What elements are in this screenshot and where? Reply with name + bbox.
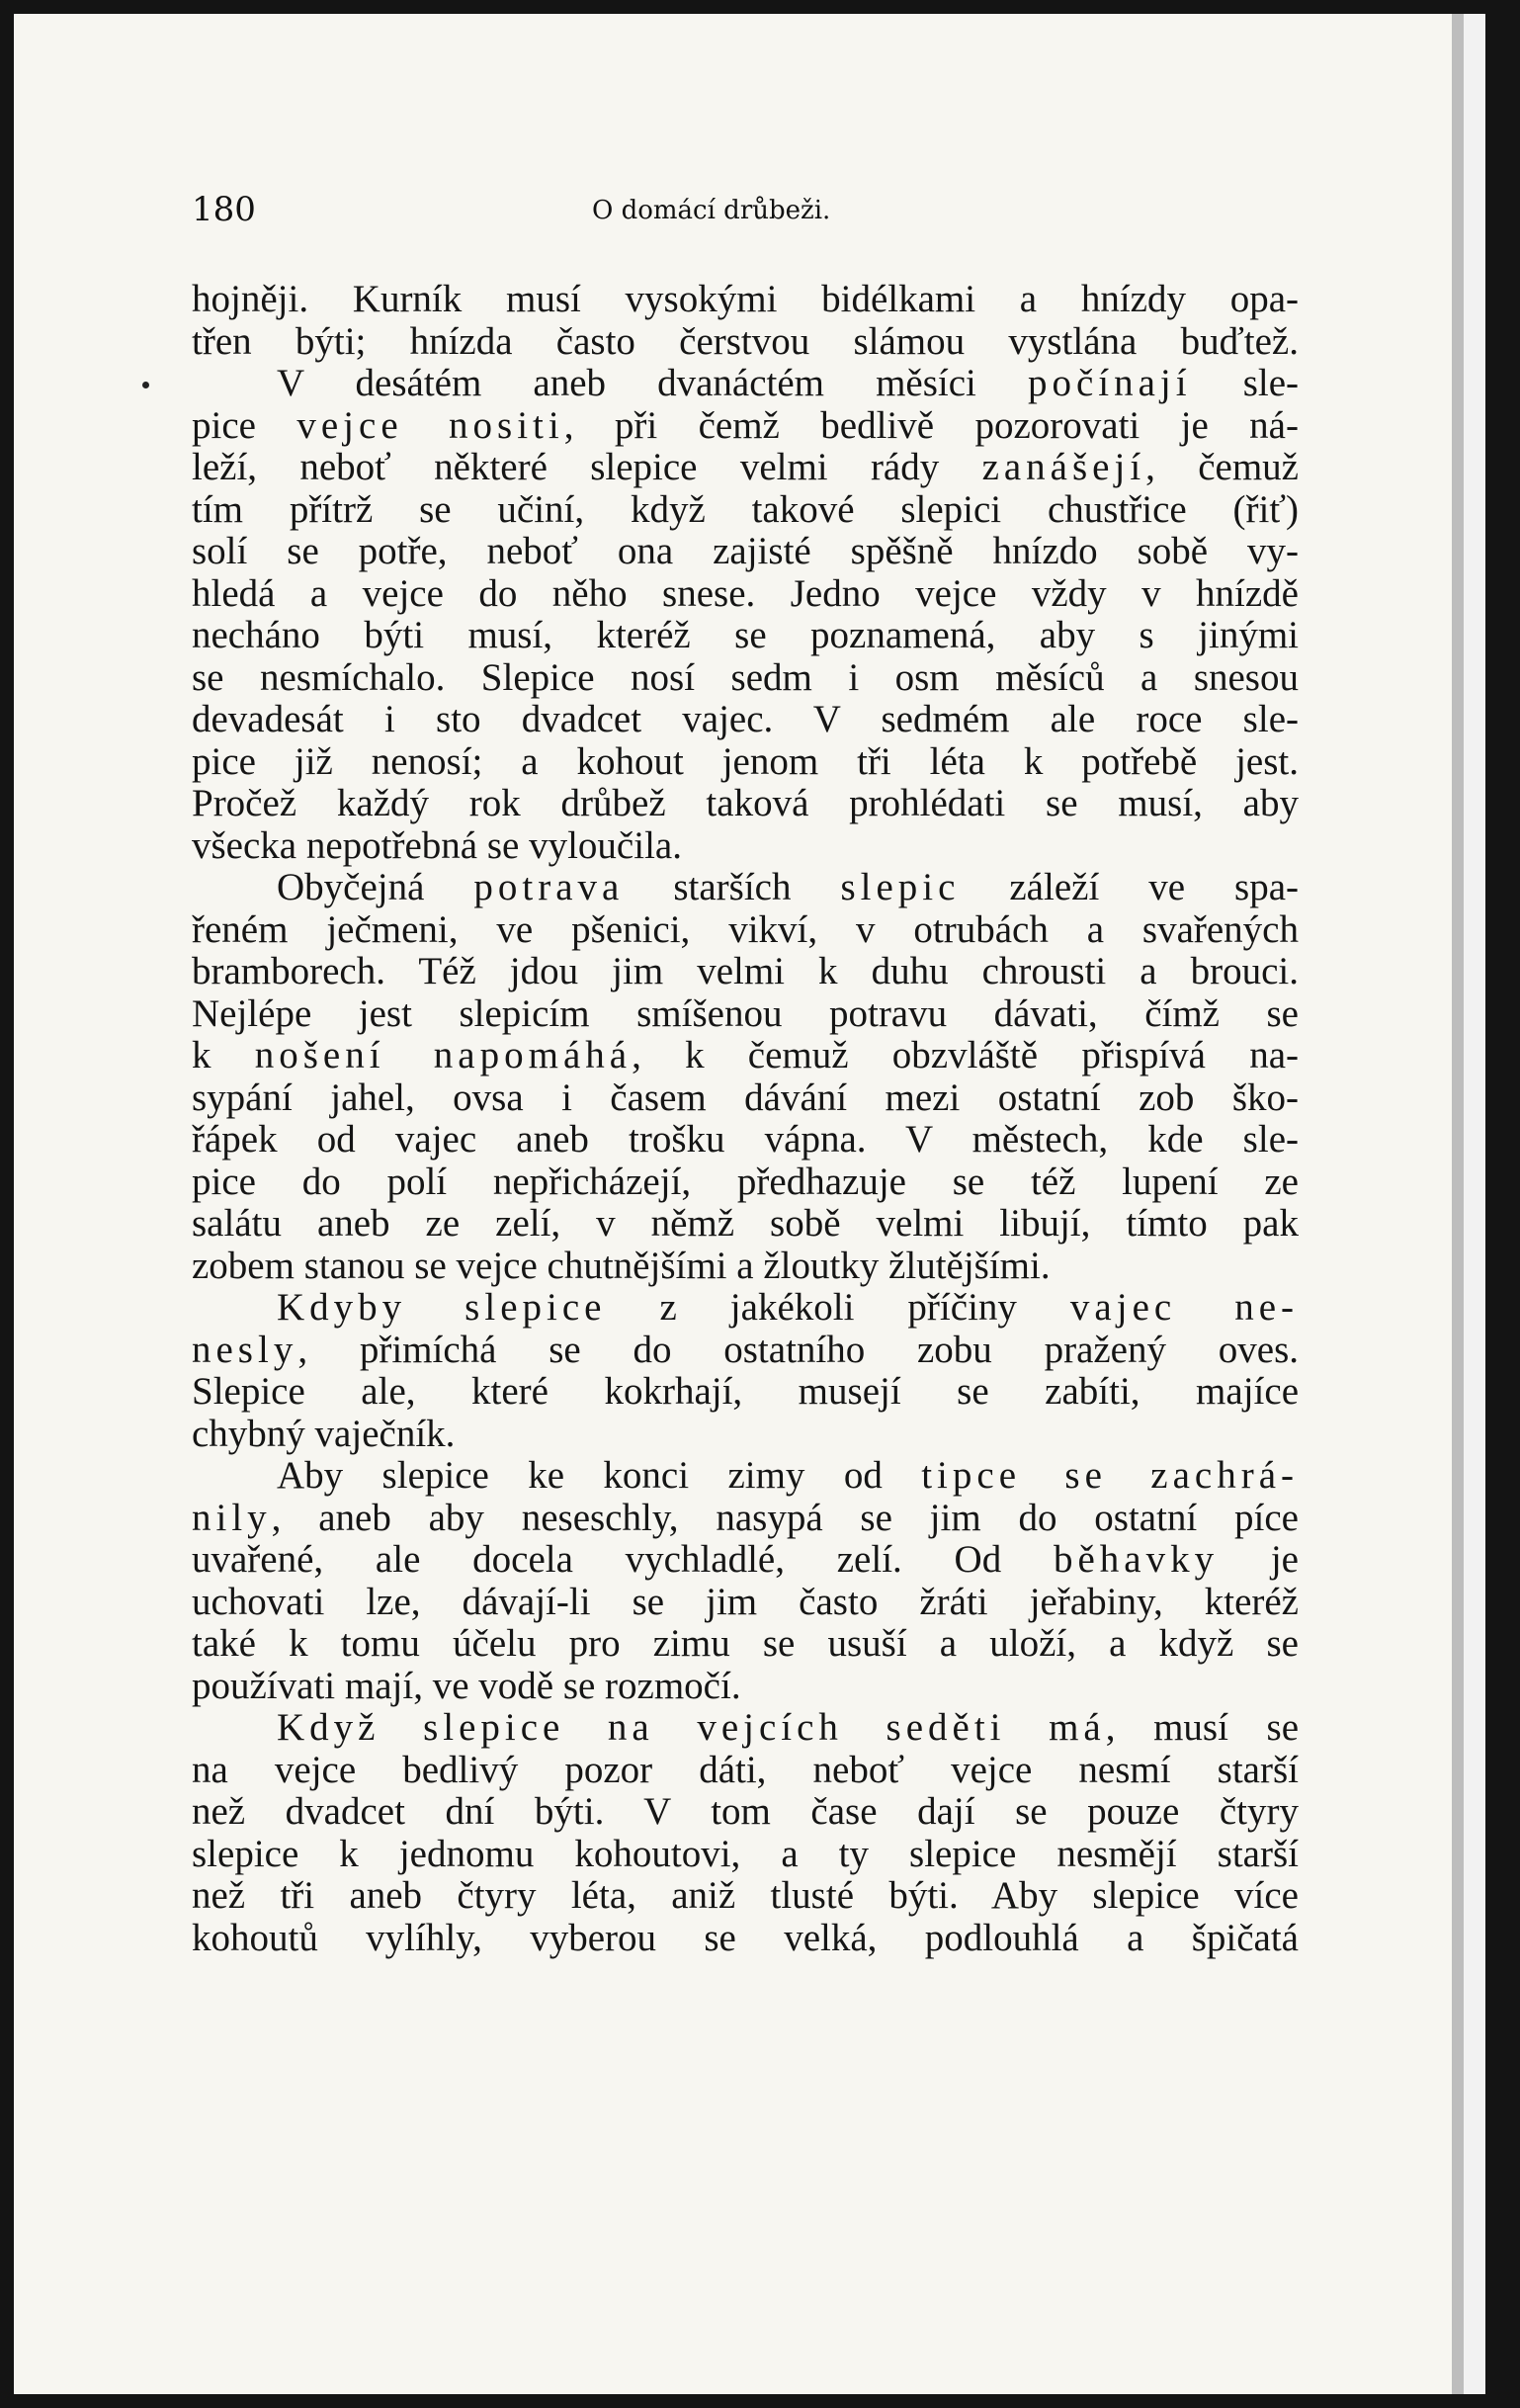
text-line: [192, 1246, 1299, 1288]
text-line: [192, 909, 1299, 952]
text-segment: slepice k jednomu kohoutovi, a ty slepice nesmějí starší: [192, 1832, 1299, 1875]
text-line: [192, 1666, 1299, 1708]
text-line: [192, 1161, 1299, 1204]
text-segment: tipce se zachrá-: [921, 1454, 1299, 1497]
text-line: [192, 1455, 1299, 1498]
text-segment: , aneb aby neseschly, nasypá se jim do ostatní píce: [271, 1496, 1299, 1539]
text-line: [192, 1582, 1299, 1624]
text-segment: se nesmíchalo. Slepice nosí sedm i osm měsíců a snesou: [192, 655, 1299, 699]
scan-edge-bar: [1452, 14, 1464, 2394]
text-line: [192, 993, 1299, 1036]
text-segment: , čemuž: [1145, 446, 1299, 488]
text-segment: necháno býti musí, kteréž se poznamená, aby s jinými: [192, 614, 1299, 656]
text-segment: používati mají, ve vodě se rozmočí.: [192, 1664, 741, 1707]
text-line: [192, 867, 1299, 909]
text-segment: k: [192, 1034, 255, 1076]
text-segment: Aby slepice ke konci zimy od: [277, 1454, 922, 1497]
text-line: [192, 657, 1299, 700]
text-segment: nily: [192, 1496, 272, 1539]
scan-edge-gap: [1464, 14, 1485, 2394]
text-segment: uchovati lze, dávají-li se jim často žráti jeřabiny, kteréž: [192, 1580, 1299, 1623]
text-segment: devadesát i sto dvadcet vajec. V sedmém ale roce sle-: [192, 698, 1299, 740]
text-line: [192, 531, 1299, 573]
text-segment: slepic: [840, 866, 961, 908]
text-line: [192, 363, 1299, 405]
text-segment: Kdyby slepice: [277, 1286, 607, 1329]
text-line: [192, 1035, 1299, 1077]
text-line: [192, 1203, 1299, 1246]
text-segment: počínají: [1027, 362, 1192, 404]
text-line: [192, 1330, 1299, 1372]
text-line: [192, 783, 1299, 825]
text-segment: z jakékoli příčiny: [606, 1286, 1070, 1329]
text-line: [192, 1834, 1299, 1876]
text-line: [192, 1707, 1299, 1750]
text-line: [192, 615, 1299, 657]
text-line: [192, 1875, 1299, 1918]
text-segment: Nejlépe jest slepicím smíšenou potravu dávati, čímž se: [192, 991, 1299, 1035]
text-line: [192, 1539, 1299, 1582]
text-line: [192, 825, 1299, 868]
text-segment: hojněji. Kurník musí vysokými bidélkami a hnízdy opa-: [192, 278, 1299, 320]
text-segment: také k tomu účelu pro zimu se usuší a uloží, a když se: [192, 1622, 1299, 1665]
text-segment: všecka nepotřebná se vyloučila.: [192, 823, 682, 867]
page-number: 180: [192, 190, 256, 229]
text-segment: chybný vaječník.: [192, 1412, 456, 1455]
text-line: [192, 405, 1299, 448]
text-line: [192, 1287, 1299, 1330]
text-line: [192, 1791, 1299, 1834]
text-segment: salátu aneb ze zelí, v němž sobě velmi libují, tímto pak: [192, 1202, 1299, 1245]
text-segment: sypání jahel, ovsa i časem dávání mezi ostatní zob ško-: [192, 1075, 1299, 1119]
text-line: [192, 321, 1299, 364]
text-segment: starších: [624, 866, 841, 908]
text-segment: hledá a vejce do něho snese. Jedno vejce vždy v hnízdě: [192, 571, 1299, 615]
text-segment: vajec ne-: [1069, 1286, 1299, 1329]
text-segment: leží, neboť některé slepice velmi rády: [192, 446, 982, 488]
text-segment: , přimíchá se do ostatního zobu pražený oves.: [297, 1328, 1299, 1371]
text-line: [192, 489, 1299, 532]
text-segment: běhavky: [1053, 1538, 1220, 1581]
text-line: [192, 1918, 1299, 1960]
text-segment: , při čemž bedlivě pozorovati je ná-: [563, 403, 1299, 447]
text-segment: vejce nositi: [296, 403, 564, 447]
text-segment: třen býti; hnízda často čerstvou slámou vystlána buďtež.: [192, 319, 1299, 363]
text-segment: Když slepice na vejcích seděti má: [277, 1706, 1106, 1749]
body-text: [192, 279, 1299, 1959]
text-line: [192, 447, 1299, 489]
text-segment: než dvadcet dní býti. V tom čase dají se pouze čtyry: [192, 1790, 1299, 1833]
text-line: [192, 1498, 1299, 1540]
text-segment: řápek od vajec aneb trošku vápna. V městech, kde sle-: [192, 1118, 1299, 1161]
text-segment: Slepice ale, které kokrhají, musejí se zabíti, majíce: [192, 1370, 1299, 1413]
text-segment: řeném ječmeni, ve pšenici, vikví, v otrubách a svařených: [192, 907, 1299, 951]
text-line: [192, 1119, 1299, 1161]
text-line: [192, 1371, 1299, 1414]
text-line: [192, 1077, 1299, 1120]
book-page: [14, 14, 1452, 2394]
text-segment: než tři aneb čtyry léta, aniž tlusté býti. Aby slepice více: [192, 1874, 1299, 1917]
page-header: [177, 190, 1304, 249]
text-segment: kohoutů vylíhly, vyberou se velká, podlouhlá a špičatá: [192, 1916, 1299, 1959]
text-segment: pice již nenosí; a kohout jenom tři léta k potřebě jest.: [192, 739, 1299, 783]
running-title: O domácí drůbeži.: [592, 196, 831, 225]
text-segment: , musí se: [1105, 1706, 1299, 1749]
text-segment: pice: [192, 403, 297, 447]
text-segment: sle-: [1191, 362, 1299, 404]
text-line: [192, 279, 1299, 321]
text-segment: je: [1219, 1538, 1299, 1581]
text-segment: na vejce bedlivý pozor dáti, neboť vejce nesmí starší: [192, 1748, 1299, 1791]
text-segment: zobem stanou se vejce chutnějšími a žloutky žlutějšími.: [192, 1244, 1051, 1287]
text-line: [192, 573, 1299, 616]
text-segment: nesly: [192, 1328, 298, 1371]
text-segment: potrava: [473, 866, 625, 908]
text-segment: , k čemuž obzvláště přispívá na-: [632, 1034, 1299, 1076]
text-line: [192, 951, 1299, 993]
text-segment: tím přítrž se učiní, když takové slepici chustřice (řiť): [192, 487, 1299, 531]
text-segment: bramborech. Též jdou jim velmi k duhu chrousti a brouci.: [192, 950, 1299, 992]
text-segment: zanášejí: [981, 446, 1146, 488]
text-line: [192, 699, 1299, 741]
text-line: [192, 1414, 1299, 1456]
text-segment: Pročež každý rok drůbež taková prohlédati se musí, aby: [192, 782, 1299, 824]
text-segment: pice do polí nepřicházejí, předhazuje se též lupení ze: [192, 1160, 1299, 1203]
text-segment: solí se potře, neboť ona zajisté spěšně hnízdo sobě vy-: [192, 530, 1299, 572]
margin-mark-dot: [142, 382, 149, 388]
text-segment: V desátém aneb dvanáctém měsíci: [277, 362, 1028, 404]
text-segment: Obyčejná: [277, 866, 474, 908]
text-segment: záleží ve spa-: [960, 866, 1300, 908]
text-segment: uvařené, ale docela vychladlé, zelí. Od: [192, 1538, 1054, 1581]
text-line: [192, 1750, 1299, 1792]
text-segment: nošení napomáhá: [254, 1034, 633, 1076]
text-line: [192, 741, 1299, 784]
text-line: [192, 1623, 1299, 1666]
